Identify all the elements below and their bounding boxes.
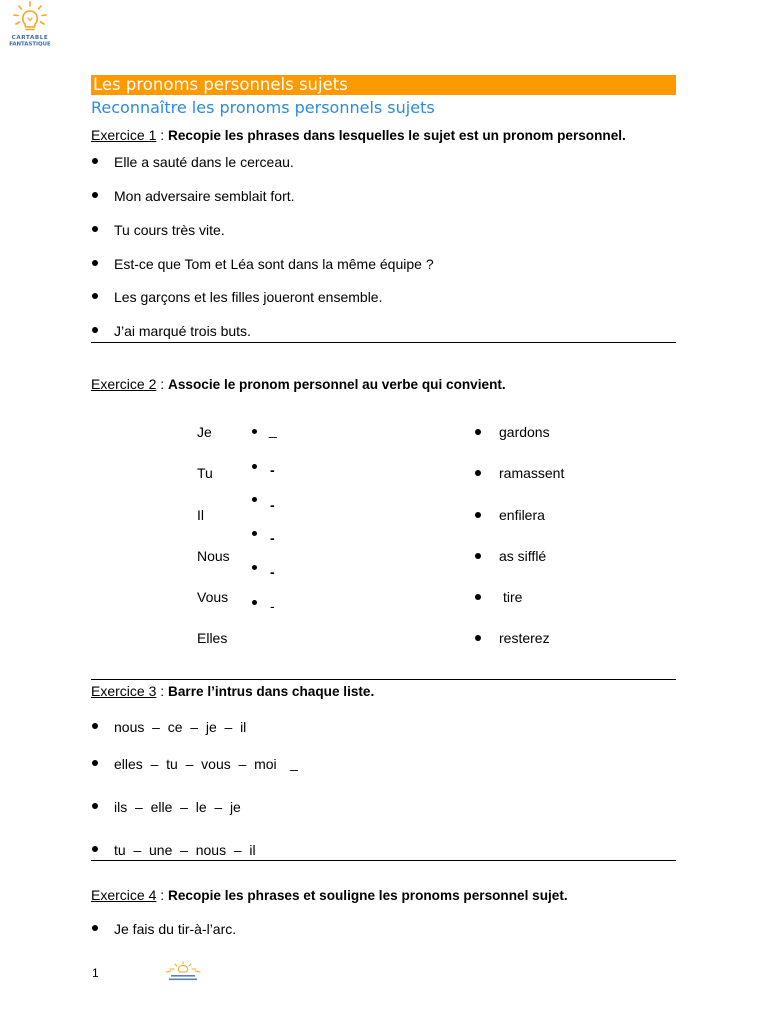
exercise-2-separator: : (156, 376, 169, 392)
bullet-icon (475, 635, 481, 641)
pronoun-item: Il (197, 507, 204, 523)
connector-mark: - (270, 564, 275, 580)
lightbulb-icon (166, 962, 200, 972)
connector-dot-icon (252, 565, 257, 570)
bullet-icon (92, 293, 98, 299)
exercise-2-label: Exercice 2 (91, 376, 157, 392)
bullet-icon (475, 512, 481, 518)
answer-line (91, 679, 676, 680)
exercise-1-item: Les garçons et les filles joueront ensemble. (114, 289, 383, 305)
bullet-icon (92, 327, 98, 333)
lightbulb-icon (14, 2, 46, 30)
connector-dot-icon (252, 497, 257, 502)
verb-item: tire (503, 589, 523, 605)
exercise-4-item: Je fais du tir-à-l’arc. (114, 921, 237, 937)
exercise-1-separator: : (156, 127, 169, 143)
bullet-icon (92, 260, 98, 266)
bullet-icon (92, 803, 98, 809)
exercise-2-heading (91, 375, 506, 394)
exercise-3-item: nous – ce – je – il (114, 719, 247, 735)
pronoun-item: Tu (197, 465, 213, 481)
exercise-4-label: Exercice 4 (91, 887, 157, 903)
bullet-icon (475, 553, 481, 559)
exercise-4-instruction: Recopie les phrases et souligne les pronoms personnel sujet. (168, 888, 568, 903)
answer-line (91, 860, 676, 861)
exercise-1-item: Est-ce que Tom et Léa sont dans la même équipe ? (114, 256, 434, 272)
bullet-icon (475, 594, 481, 600)
logo-line1: CARTABLE (11, 35, 49, 41)
exercise-3-instruction: Barre l’intrus dans chaque liste. (168, 684, 375, 699)
connector-mark: - (270, 462, 275, 478)
connector-dot-icon (252, 464, 257, 469)
exercise-1-heading (91, 126, 626, 145)
page-title: Les pronoms personnels sujets (93, 75, 348, 94)
pronoun-item: Elles (197, 630, 228, 646)
verb-item: ramassent (499, 465, 565, 481)
connector-mark: - (270, 530, 275, 546)
exercise-3-item: elles – tu – vous – moi (114, 756, 277, 772)
exercise-1-instruction: Recopie les phrases dans lesquelles le sujet est un pronom personnel. (168, 128, 626, 143)
exercise-3-heading (91, 682, 374, 701)
bullet-icon (92, 925, 98, 931)
exercise-4-heading (91, 886, 568, 905)
pronoun-item: Vous (197, 589, 229, 605)
exercise-4-separator: : (156, 887, 169, 903)
pronoun-item: Nous (197, 548, 230, 564)
trailing-mark: _ (290, 755, 298, 771)
page-subtitle: Reconnaître les pronoms personnels sujets (91, 98, 435, 117)
exercise-3-label: Exercice 3 (91, 683, 157, 699)
bullet-icon (92, 723, 98, 729)
connector-dot-icon (252, 531, 257, 536)
page-number: 1 (92, 966, 99, 980)
bullet-icon (475, 429, 481, 435)
logo-line2: FANTASTIQUE (9, 41, 51, 48)
connector-dot-icon (252, 429, 257, 434)
exercise-1-item: Elle a sauté dans le cerceau. (114, 154, 294, 170)
verb-item: gardons (499, 424, 550, 440)
exercise-1-item: J’ai marqué trois buts. (114, 323, 251, 339)
bullet-icon (92, 158, 98, 164)
bullet-icon (92, 846, 98, 852)
exercise-3-item: tu – une – nous – il (114, 842, 256, 858)
verb-item: enfilera (499, 507, 545, 523)
exercise-3-separator: : (156, 683, 169, 699)
exercise-1-label: Exercice 1 (91, 127, 157, 143)
bullet-icon (92, 192, 98, 198)
bullet-icon (92, 760, 98, 766)
title-bar (91, 75, 676, 95)
answer-line (91, 342, 676, 343)
exercise-1-item: Mon adversaire semblait fort. (114, 188, 295, 204)
verb-item: resterez (499, 630, 550, 646)
exercise-3-item: ils – elle – le – je (114, 799, 241, 815)
bullet-icon (475, 470, 481, 476)
bullet-icon (92, 226, 98, 232)
connector-mark: _ (269, 422, 277, 438)
footer-logo (158, 961, 208, 983)
connector-dot-icon (252, 600, 257, 605)
pronoun-item: Je (197, 424, 212, 440)
connector-mark: - (270, 598, 275, 614)
cartable-fantastique-logo (2, 0, 58, 50)
verb-item: as sifflé (499, 548, 547, 564)
connector-mark: - (270, 497, 275, 513)
exercise-2-instruction: Associe le pronom personnel au verbe qui convient. (168, 377, 506, 392)
exercise-1-item: Tu cours très vite. (114, 222, 225, 238)
